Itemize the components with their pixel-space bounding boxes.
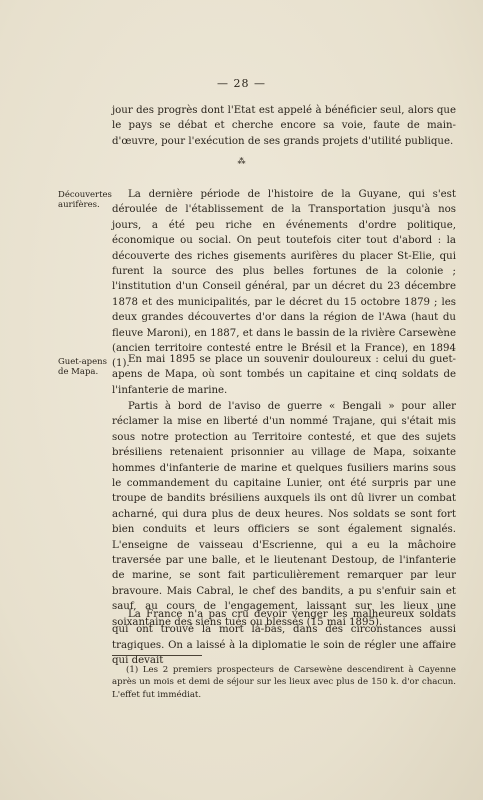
- paragraph-france: La France n'a pas cru devoir venger les malheureux soldats qui ont trouvé la mort là-bas, dans des circonstances aussi tragiques. On a laissé à la diplomatie le soin de régler une affaire qui devait: [112, 609, 456, 667]
- paragraph-block-2: [112, 352, 456, 398]
- paragraph-guet-apens: En mai 1895 se place un souvenir douloureux : celui du guet-apens de Mapa, où sont tombés un capitaine et cinq soldats de l'infanterie de marine.: [112, 354, 456, 396]
- footnote-block: [112, 664, 456, 701]
- paragraph-block-4: [112, 607, 456, 669]
- paragraph-decouvertes: La dernière période de l'histoire de la Guyane, qui s'est déroulée de l'établissement de la Transportation jusqu'à nos jours, a été peu riche en événements d'ordre politique, économique ou social. On peut toutefois citer tout d'abord : la découverte des riches gisements aurifères du placer St-Elie, qui furent la source des plus belles fortunes de la colonie ; l'institution d'un Conseil général, par un décret du 23 décembre 1878 et des municipalités, par le décret du 15 octobre 1879 ; les deux grandes découvertes d'or dans la région de l'Awa (haut du fleuve Maroni), en 1887, et dans le bassin de la rivière Carsewène (ancien territoire contesté entre le Brésil et la France), en 1894 (1).: [112, 189, 456, 370]
- intro-paragraph: jour des progrès dont l'Etat est appelé à bénéficier seul, alors que le pays se débat et cherche encore sa voie, faute de main-d'œuvre, pour l'exécution de ses grands projets d'utilité publique.: [112, 105, 456, 147]
- intro-paragraph-block: [112, 103, 456, 149]
- paragraph-block-3: [112, 399, 456, 630]
- margin-note-guet-apens: Guet-apens de Mapa.: [58, 357, 107, 377]
- footnote-text: (1) Les 2 premiers prospecteurs de Carsewène descendirent à Cayenne après un mois et demi de séjour sur les lieux avec plus de 150 k. d'or chacun. L'effet fut immédiat.: [112, 665, 456, 700]
- paragraph-bengali: Partis à bord de l'aviso de guerre « Bengali » pour aller réclamer la mise en liberté d'un nommé Trajane, qui s'était mis sous notre protection au Territoire contesté, et que des sujets brésiliens retenaient prisonnier au village de Mapa, soixante hommes d'infanterie de marine et quelques fusiliers marins sous le commandement du capitaine Lunier, ont été surpris par une troupe de bandits brésiliens auxquels ils ont dû livrer un combat acharné, qui dura plus de deux heures. Nos soldats se sont fort bien conduits et leurs officiers se sont également signalés. L'enseigne de vaisseau d'Escrienne, qui a eu la mâchoire traversée par une balle, et le lieutenant Destoup, de l'infanterie de marine, se sont fait particulièrement remarquer par leur bravoure. Mais Cabral, le chef des bandits, a pu s'enfuir sain et sauf, au cours de l'engagement, laissant sur les lieux une soixantaine des siens tués ou blessés (15 mai 1895).: [112, 401, 456, 628]
- page-number: — 28 —: [217, 77, 266, 90]
- footnote-rule: [112, 655, 202, 656]
- margin-note-decouvertes: Découvertes aurifères.: [58, 190, 112, 210]
- paragraph-block-1: [112, 187, 456, 372]
- section-separator: ⁂: [237, 157, 246, 166]
